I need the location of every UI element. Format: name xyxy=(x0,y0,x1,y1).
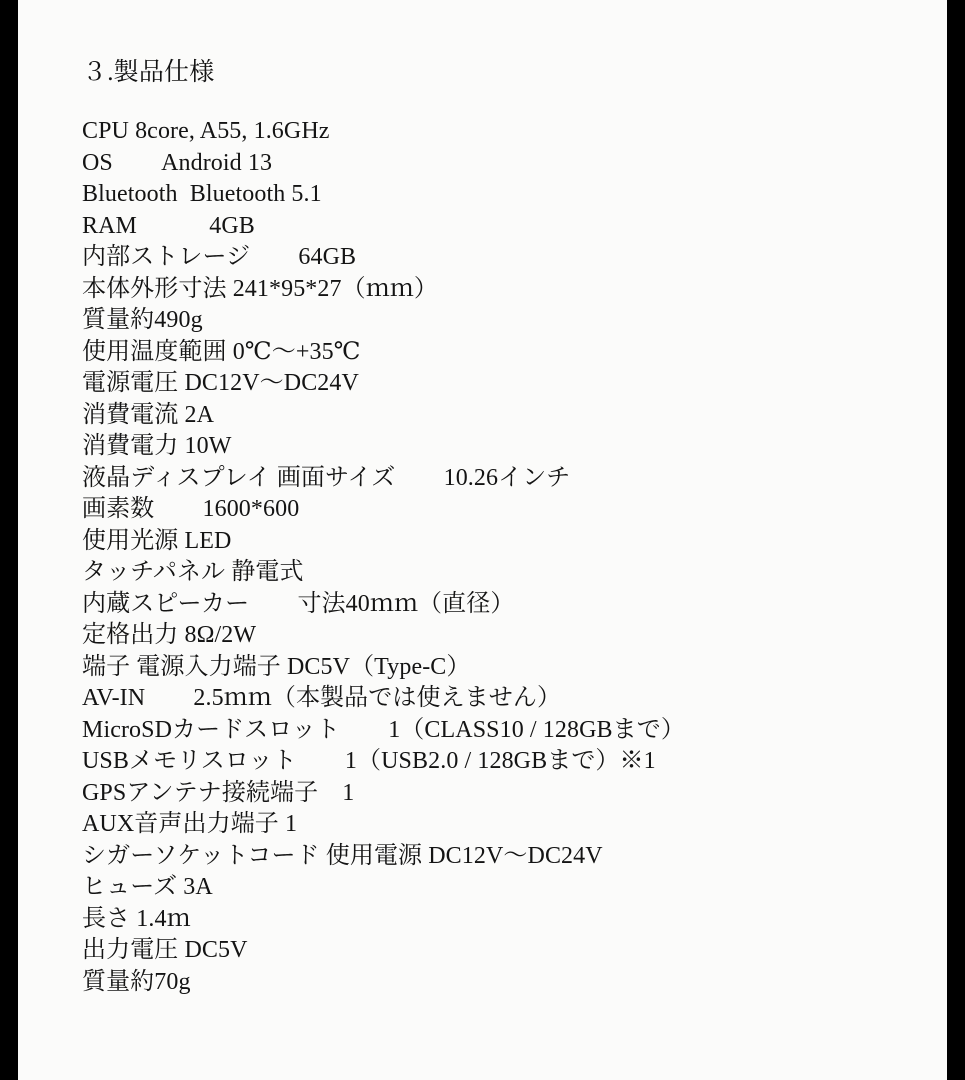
spec-item: MicroSDカードスロット 1（CLASS10 / 128GBまで） xyxy=(82,716,685,743)
spec-item: 端子 電源入力端子 DC5V（Type-C） xyxy=(82,653,471,680)
spec-item: 本体外形寸法 241*95*27（ｍｍ） xyxy=(82,275,438,302)
spec-item: タッチパネル 静電式 xyxy=(82,559,304,585)
spec-item: CPU 8core, A55, 1.6GHz xyxy=(82,118,330,144)
spec-item: 内部ストレージ 64GB xyxy=(82,244,357,270)
spec-item: 画素数 1600*600 xyxy=(82,496,300,522)
spec-item: 液晶ディスプレイ 画面サイズ 10.26インチ xyxy=(82,464,571,491)
spec-item: AUX音声出力端子 1 xyxy=(82,811,298,837)
spec-item: 質量約490g xyxy=(82,307,203,333)
spec-item: 消費電流 2A xyxy=(82,401,215,428)
spec-item: Bluetooth Bluetooth 5.1 xyxy=(82,181,322,207)
spec-item: OS Android 13 xyxy=(82,149,273,176)
spec-item: 電源電圧 DC12V～DC24V xyxy=(82,370,359,396)
spec-item: 消費電力 10W xyxy=(82,433,232,459)
spec-item: GPSアンテナ接続端子 1 xyxy=(82,779,355,806)
page-title: ３.製品仕様 xyxy=(82,59,215,86)
spec-item: ヒューズ 3A xyxy=(82,874,213,900)
spec-item: 質量約70g xyxy=(82,968,191,995)
spec-item: 内蔵スピーカー 寸法40ｍｍ（直径） xyxy=(82,590,515,617)
spec-item: 使用温度範囲 0℃～+35℃ xyxy=(82,338,361,365)
spec-item: RAM 4GB xyxy=(82,212,255,239)
spec-item: 長さ 1.4ｍ xyxy=(82,905,191,932)
specification-list xyxy=(82,116,917,998)
spec-item: AV-IN 2.5ｍｍ（本製品では使えません） xyxy=(82,685,562,711)
spec-item: 出力電圧 DC5V xyxy=(82,937,248,963)
spec-item: USBメモリスロット 1（USB2.0 / 128GBまで）※1 xyxy=(82,748,656,774)
document-sheet xyxy=(18,0,947,1080)
spec-item: 使用光源 LED xyxy=(82,527,232,554)
spec-item: 定格出力 8Ω/2W xyxy=(82,622,257,648)
spec-item: シガーソケットコード 使用電源 DC12V～DC24V xyxy=(82,842,603,869)
document-content xyxy=(82,56,917,998)
